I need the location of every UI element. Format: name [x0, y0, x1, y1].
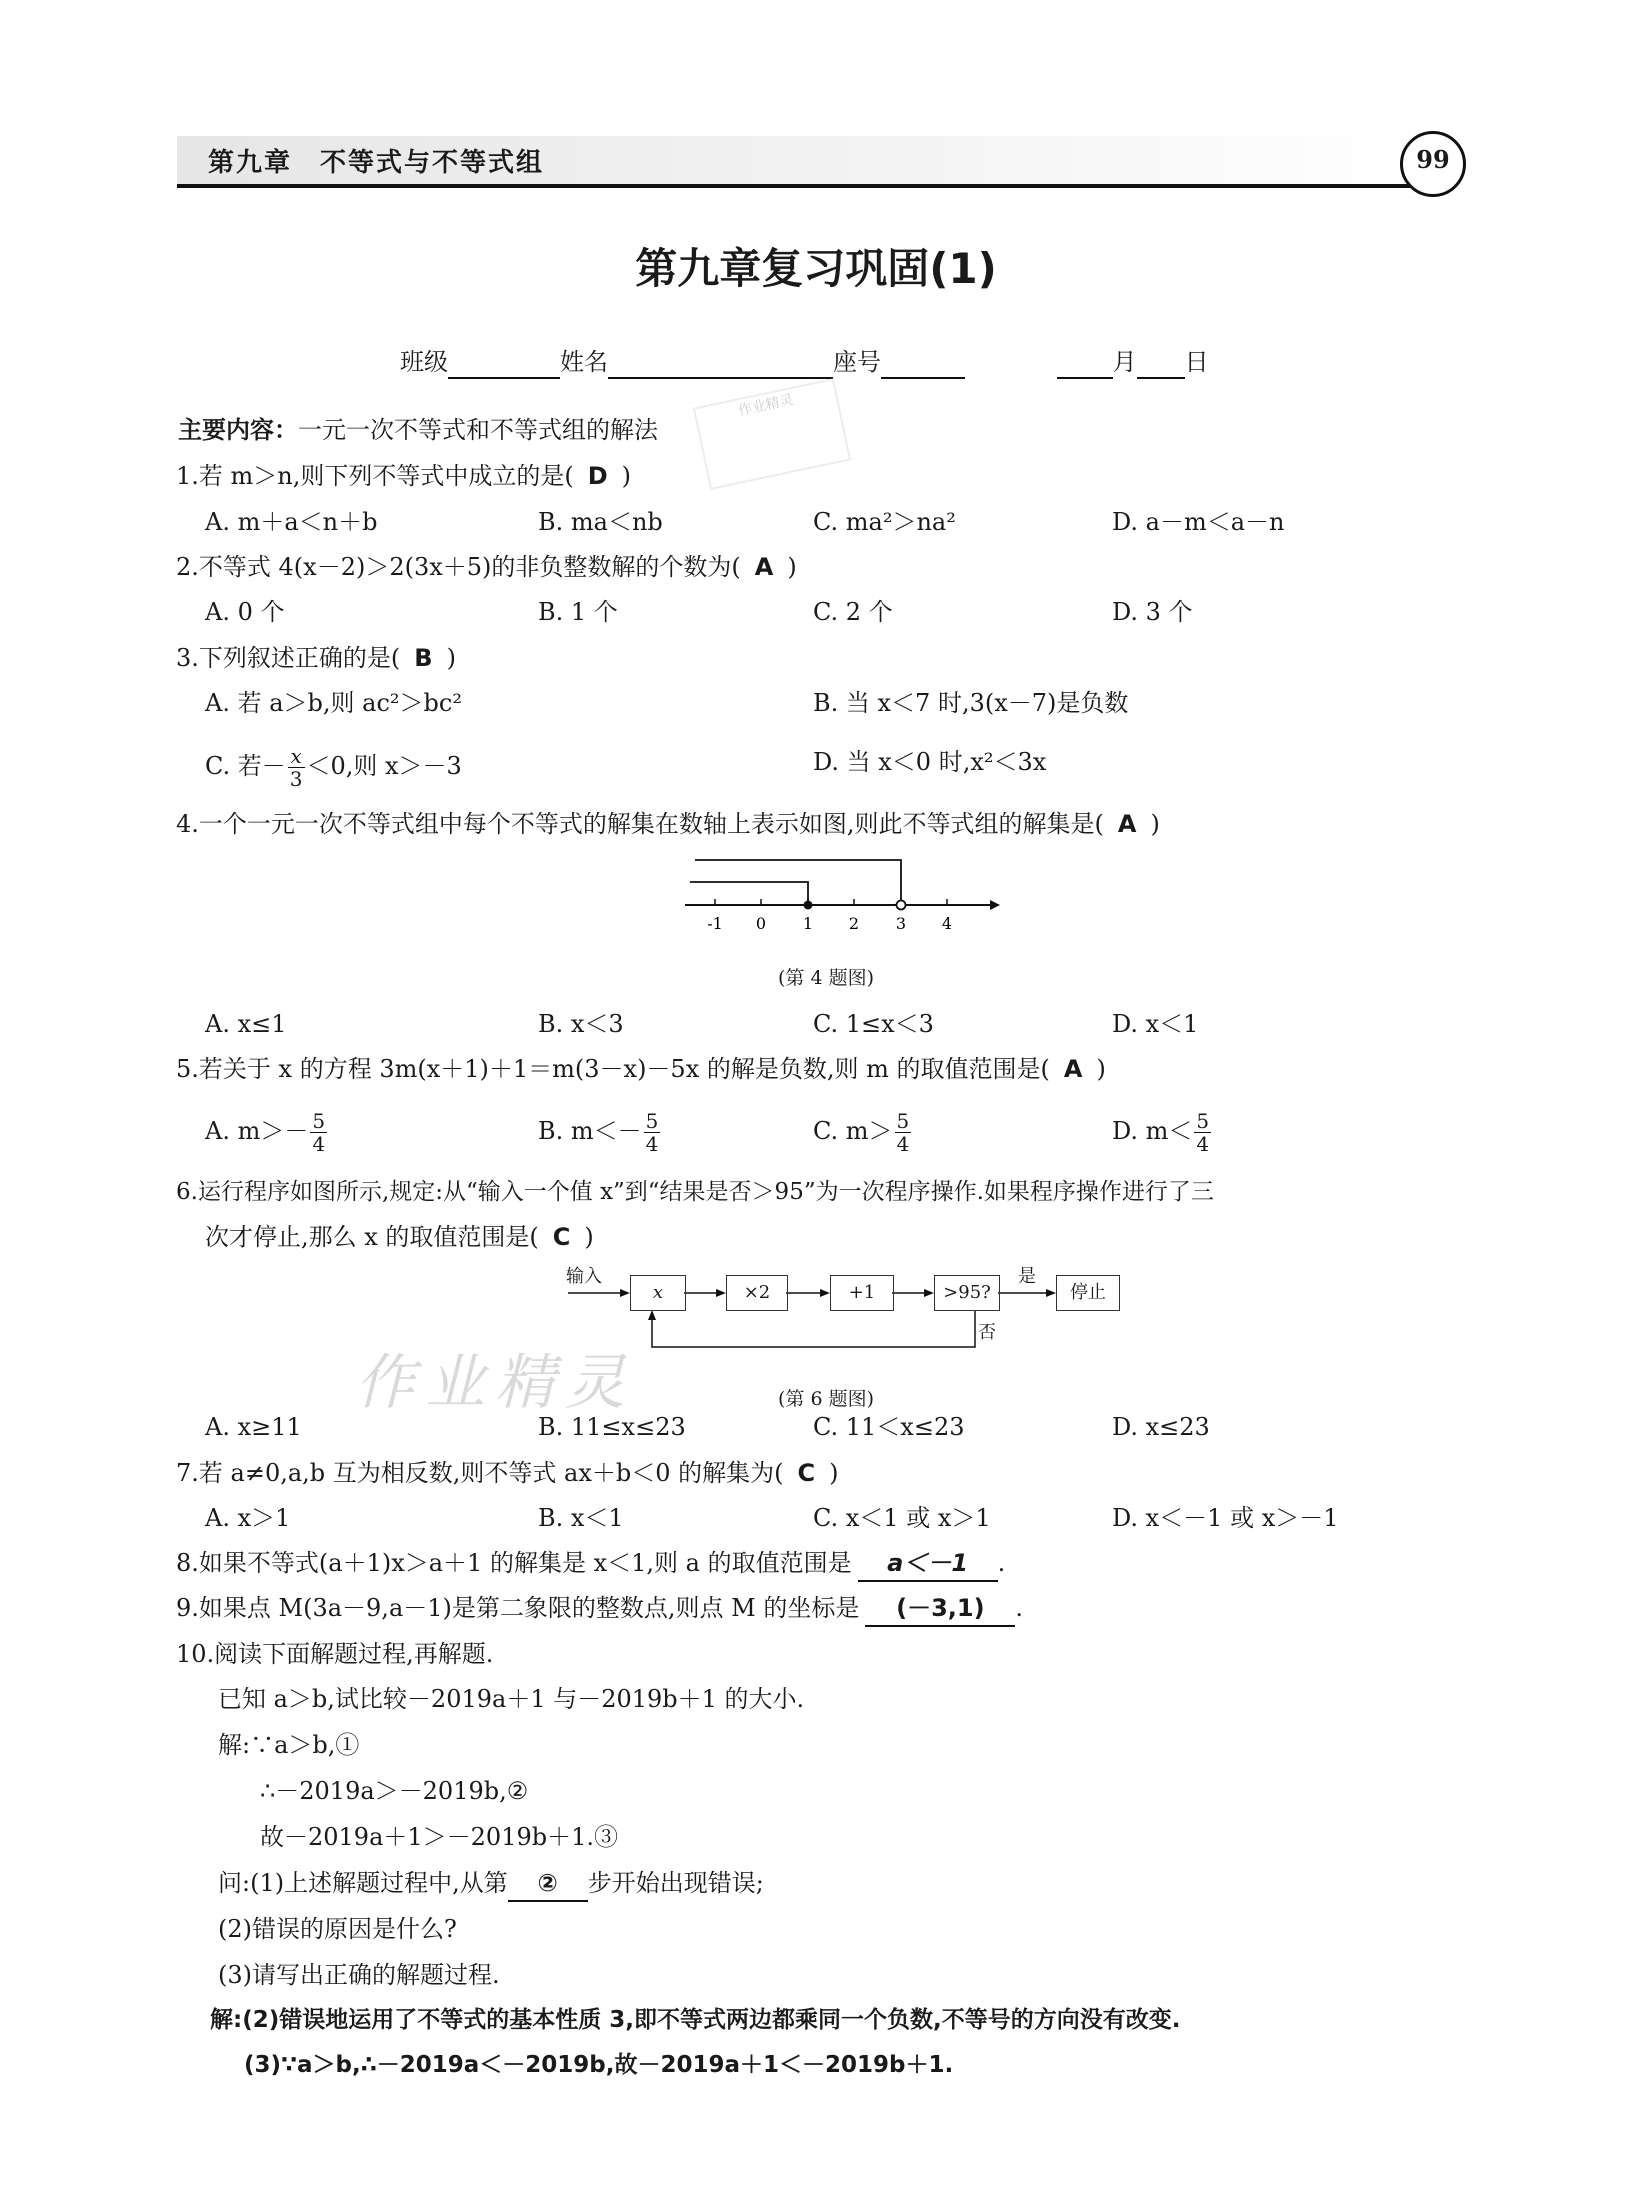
- main-content-text: 一元一次不等式和不等式组的解法: [298, 416, 658, 444]
- student-info-line: [400, 345, 1209, 379]
- name-blank: [608, 349, 833, 379]
- q6-option-a: A. x≥11: [205, 1413, 302, 1441]
- q3-stem: 3.下列叙述正确的是( B ): [176, 644, 456, 672]
- q3-option-d: D. 当 x＜0 时,x²＜3x: [813, 748, 1047, 776]
- q2-option-b: B. 1 个: [538, 598, 618, 626]
- month-blank: [1057, 349, 1113, 379]
- q10-solution-step3: 故－2019a＋1＞－2019b＋1.③: [260, 1823, 618, 1851]
- q7-option-b: B. x＜1: [538, 1504, 624, 1532]
- main-content-label: 主要内容：: [178, 416, 298, 444]
- solution-set-x-le-1: [690, 882, 808, 905]
- month-label: 月: [1112, 348, 1137, 376]
- q10-answer1: ②: [508, 1866, 588, 1902]
- q7-answer: C: [797, 1459, 816, 1487]
- q4-answer: A: [1117, 810, 1137, 838]
- q8-answer: a＜－1: [858, 1546, 998, 1582]
- q4-option-a: A. x≤1: [205, 1010, 287, 1038]
- header-rule: [177, 184, 1432, 188]
- q2-option-c: C. 2 个: [813, 598, 893, 626]
- q6-caption: (第 6 题图): [778, 1388, 874, 1410]
- q9: 9.如果点 M(3a－9,a－1)是第二象限的整数点,则点 M 的坐标是 (－3,1) .: [176, 1591, 1023, 1627]
- q6-option-c: C. 11＜x≤23: [813, 1413, 965, 1441]
- q10-given: 已知 a＞b,试比较－2019a＋1 与－2019b＋1 的大小.: [218, 1685, 805, 1713]
- q3-option-c: C. 若－ $\frac{x}{3}$ ＜0,则 x＞－3: [205, 744, 462, 791]
- seat-blank: [881, 349, 965, 379]
- q6-option-b: B. 11≤x≤23: [538, 1413, 686, 1441]
- day-label: 日: [1184, 348, 1209, 376]
- flow-stop-box: 停止: [1056, 1275, 1120, 1311]
- q1-stem: 1.若 m＞n,则下列不等式中成立的是( D ): [176, 462, 632, 490]
- q4-option-c: C. 1≤x＜3: [813, 1010, 934, 1038]
- q5-answer: A: [1063, 1055, 1083, 1083]
- q3-option-a: A. 若 a＞b,则 ac²＞bc²: [205, 689, 462, 717]
- stamp: 作业精灵: [693, 378, 851, 490]
- q10-answer2: 解:(2)错误地运用了不等式的基本性质 3,即不等式两边都乘同一个负数,不等号的方向没有改变.: [210, 2007, 1181, 2033]
- tick-label: 2: [848, 914, 860, 933]
- tick-label: 1: [802, 914, 814, 933]
- class-label: 班级: [400, 348, 448, 376]
- q4-option-d: D. x＜1: [1112, 1010, 1199, 1038]
- q5-option-c: C. m＞ $\frac{5}{4}$: [813, 1109, 910, 1156]
- main-content: [178, 413, 658, 447]
- q10-answer3: (3)∵a＞b,∴－2019a＜－2019b,故－2019a＋1＜－2019b＋1.: [244, 2052, 954, 2078]
- watermark: 作业精灵: [355, 1348, 635, 1418]
- q10-question3: (3)请写出正确的解题过程.: [218, 1961, 500, 1989]
- flow-no-label: 否: [978, 1322, 996, 1343]
- closed-dot-at-1: [804, 901, 813, 910]
- page-title: 第九章复习巩固(1): [635, 244, 997, 293]
- q1-option-d: D. a－m＜a－n: [1112, 508, 1285, 536]
- q5-option-b: B. m＜－ $\frac{5}{4}$: [538, 1109, 659, 1156]
- q10-solution-step1: 解:∵a＞b,①: [218, 1731, 360, 1759]
- q6-option-d: D. x≤23: [1112, 1413, 1210, 1441]
- q1-option-c: C. ma²＞na²: [813, 508, 956, 536]
- flow-input-label: 输入: [566, 1266, 602, 1287]
- q5-option-a: A. m＞－ $\frac{5}{4}$: [205, 1109, 326, 1156]
- q4-stem: 4.一个一元一次不等式组中每个不等式的解集在数轴上表示如图,则此不等式组的解集是( A ): [176, 810, 1160, 838]
- number-line-figure: [680, 855, 1000, 935]
- q10-solution-step2: ∴－2019a＞－2019b,②: [260, 1777, 529, 1805]
- q6-answer: C: [552, 1223, 571, 1251]
- name-label: 姓名: [560, 348, 608, 376]
- q3-c-fraction: $\frac{x}{3}$: [289, 744, 303, 791]
- q10-question1: 问:(1)上述解题过程中,从第 ② 步开始出现错误;: [218, 1866, 764, 1902]
- q5-option-d: D. m＜ $\frac{5}{4}$: [1112, 1109, 1210, 1156]
- flow-plus1-box: +1: [830, 1275, 894, 1311]
- tick-label: 0: [755, 914, 767, 933]
- q2-option-d: D. 3 个: [1112, 598, 1193, 626]
- q2-stem: 2.不等式 4(x－2)＞2(3x＋5)的非负整数解的个数为( A ): [176, 553, 797, 581]
- q4-option-b: B. x＜3: [538, 1010, 624, 1038]
- flowchart: [560, 1262, 1130, 1362]
- flow-times2-box: ×2: [726, 1275, 788, 1311]
- open-dot-at-3: [897, 901, 906, 910]
- q1-answer: D: [587, 462, 608, 490]
- class-blank: [448, 349, 560, 379]
- q7-stem: 7.若 a≠0,a,b 互为相反数,则不等式 ax＋b＜0 的解集为( C ): [176, 1459, 839, 1487]
- q7-option-d: D. x＜－1 或 x＞－1: [1112, 1504, 1339, 1532]
- q6-line1: 6.运行程序如图所示,规定:从“输入一个值 x”到“结果是否＞95”为一次程序操作.如果程序操作进行了三: [176, 1179, 1214, 1205]
- number-line-arrow: [990, 900, 1000, 910]
- q3-option-b: B. 当 x＜7 时,3(x－7)是负数: [813, 689, 1129, 717]
- q3-answer: B: [414, 644, 433, 672]
- flow-check-box: >95?: [934, 1275, 1000, 1311]
- flow-yes-label: 是: [1018, 1266, 1036, 1287]
- q1-option-a: A. m＋a＜n＋b: [205, 508, 378, 536]
- seat-label: 座号: [833, 348, 881, 376]
- q7-option-c: C. x＜1 或 x＞1: [813, 1504, 991, 1532]
- q2-answer: A: [754, 553, 774, 581]
- q10-question2: (2)错误的原因是什么?: [218, 1915, 457, 1943]
- tick-label: 3: [895, 914, 907, 933]
- flow-x-box: x: [630, 1275, 686, 1311]
- q10-stem: 10.阅读下面解题过程,再解题.: [176, 1640, 494, 1668]
- day-blank: [1137, 349, 1185, 379]
- q2-option-a: A. 0 个: [205, 598, 285, 626]
- q8: 8.如果不等式(a＋1)x＞a＋1 的解集是 x＜1,则 a 的取值范围是 a＜－1 .: [176, 1546, 1005, 1582]
- chapter-header: 第九章 不等式与不等式组: [208, 148, 545, 178]
- tick-label: 4: [941, 914, 953, 933]
- q7-option-a: A. x＞1: [205, 1504, 291, 1532]
- q1-option-b: B. ma＜nb: [538, 508, 663, 536]
- q5-stem: 5.若关于 x 的方程 3m(x＋1)＋1＝m(3－x)－5x 的解是负数,则 m 的取值范围是( A ): [176, 1055, 1106, 1083]
- q4-caption: (第 4 题图): [778, 967, 874, 989]
- page-number: 99: [1416, 145, 1450, 174]
- q6-line2: 次才停止,那么 x 的取值范围是( C ): [205, 1223, 594, 1251]
- tick-label: -1: [707, 914, 723, 933]
- q9-answer: (－3,1): [865, 1591, 1015, 1627]
